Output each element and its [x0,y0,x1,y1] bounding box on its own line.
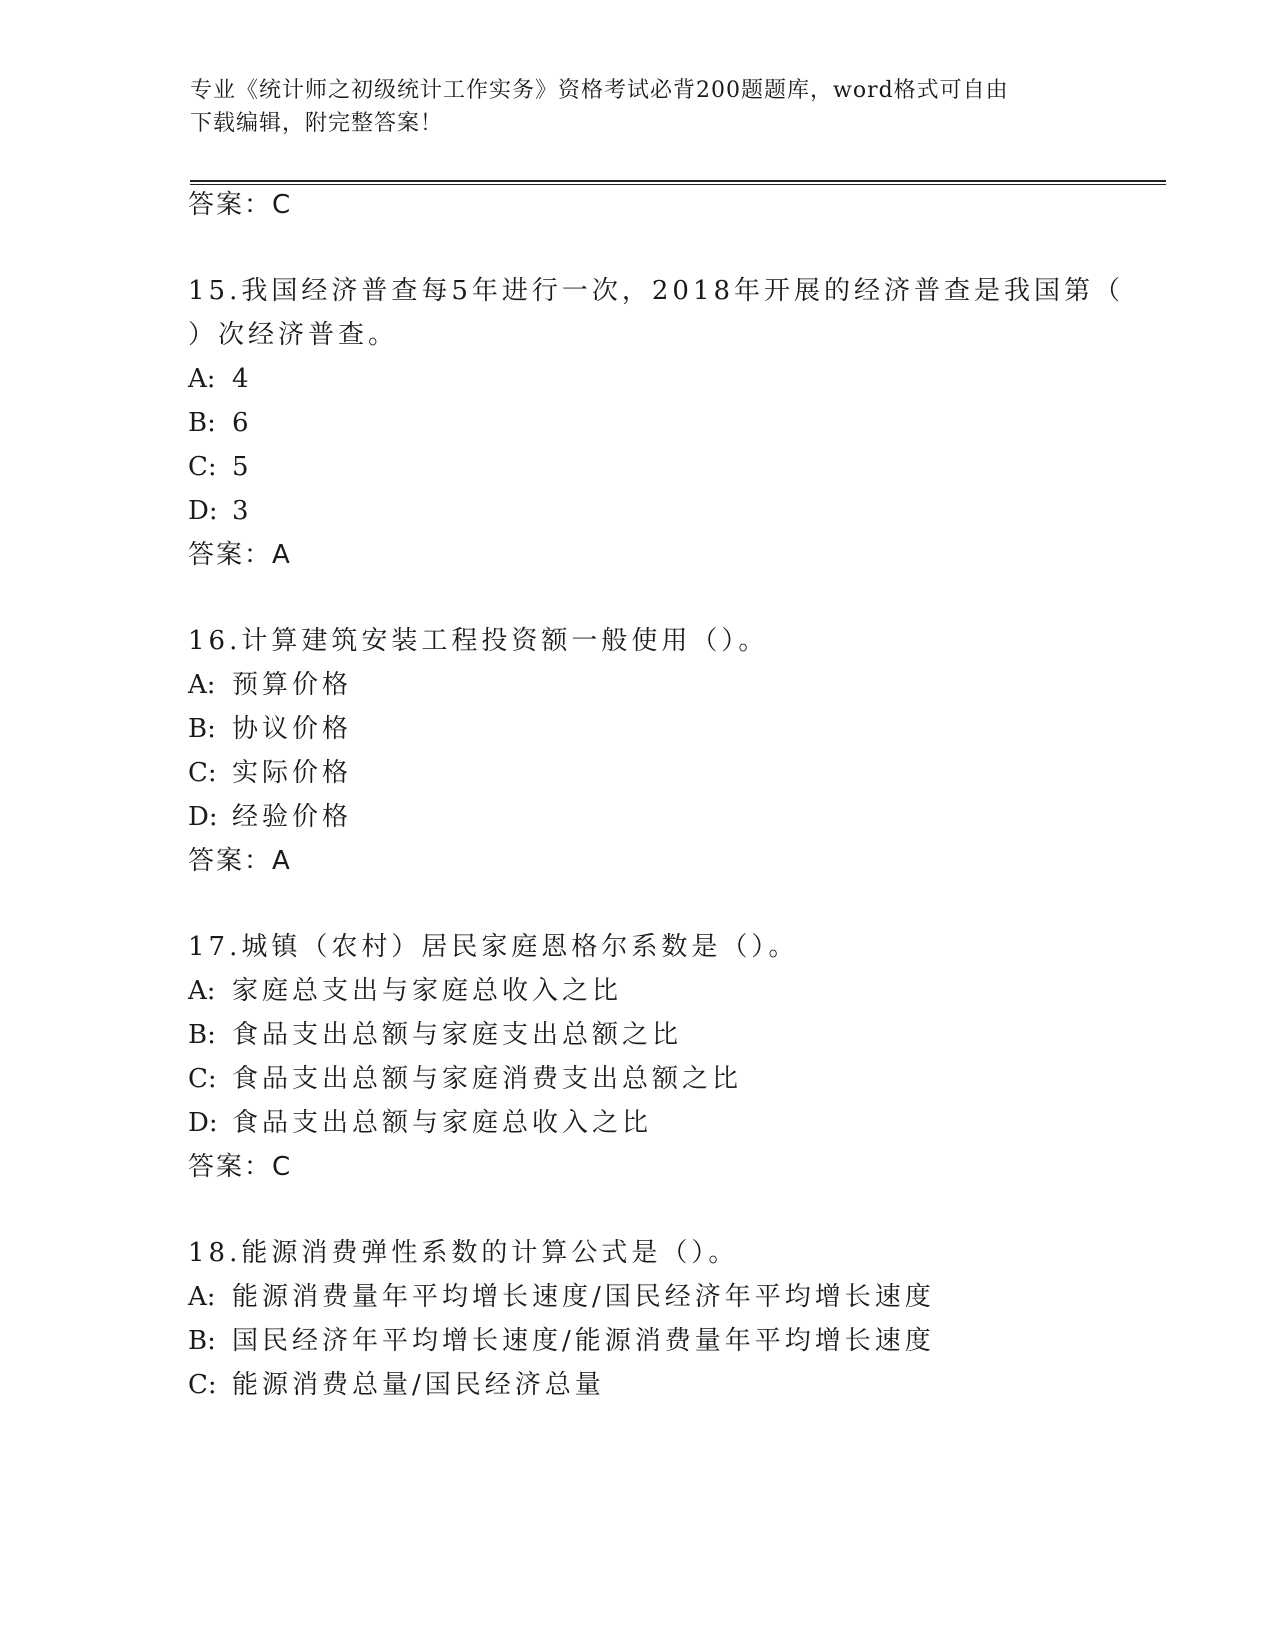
option-letter: D: [188,1108,218,1138]
option-text: 家庭总支出与家庭总收入之比 [232,976,623,1006]
option-text: 国民经济年平均增长速度/能源消费量年平均增长速度 [232,1326,935,1356]
question-15-option-a [188,362,253,396]
option-text: 食品支出总额与家庭总收入之比 [232,1108,653,1138]
header-line-2: 下载编辑，附完整答案！ [190,111,444,136]
question-16-answer: 答案：A [188,846,292,876]
option-text: 5 [232,452,253,482]
question-15-option-b [188,406,253,440]
question-18-stem: 18.能源消费弹性系数的计算公式是（）。 [188,1238,739,1268]
question-16-stem: 16.计算建筑安装工程投资额一般使用（）。 [188,626,769,656]
question-15-stem-cont: ）次经济普查。 [188,320,399,350]
option-letter: C: [188,758,217,788]
question-17-option-c [188,1062,742,1096]
option-letter: C: [188,452,217,482]
question-16-option-c [188,756,352,790]
question-15-option-d [188,494,253,528]
option-letter: B: [188,714,216,744]
option-letter: D: [188,496,218,526]
question-17-stem: 17.城镇（农村）居民家庭恩格尔系数是（）。 [188,932,799,962]
question-16-option-b [188,712,352,746]
option-letter: B: [188,408,216,438]
option-letter: B: [188,1020,216,1050]
question-15-answer: 答案：A [188,540,292,570]
option-text: 预算价格 [232,670,353,700]
question-17-option-b [188,1018,682,1052]
option-text: 能源消费总量/国民经济总量 [232,1370,605,1400]
header-rule-thick [190,180,1166,182]
option-letter: A: [188,976,216,1006]
header-line-1: 专业《统计师之初级统计工作实务》资格考试必背200题题库，word格式可自由 [190,78,1009,103]
previous-answer: 答案：C [188,190,293,220]
option-letter: B: [188,1326,216,1356]
option-text: 实际价格 [232,758,353,788]
option-text: 能源消费量年平均增长速度/国民经济年平均增长速度 [232,1282,935,1312]
question-15-option-c [188,450,253,484]
question-18-option-c [188,1368,605,1402]
option-letter: C: [188,1370,217,1400]
page-header [190,74,1090,140]
option-letter: A: [188,1282,216,1312]
option-letter: C: [188,1064,217,1094]
option-text: 经验价格 [232,802,353,832]
question-18-option-a [188,1280,935,1314]
option-letter: A: [188,364,216,394]
question-16-option-d [188,800,352,834]
question-17-answer: 答案：C [188,1152,293,1182]
question-17-option-a [188,974,622,1008]
option-text: 3 [232,496,253,526]
option-letter: A: [188,670,216,700]
option-text: 食品支出总额与家庭消费支出总额之比 [232,1064,743,1094]
header-rule-thin [190,184,1166,185]
option-text: 食品支出总额与家庭支出总额之比 [232,1020,683,1050]
question-15-stem: 15.我国经济普查每5年进行一次，2018年开展的经济普查是我国第（ [188,276,1125,306]
option-text: 6 [232,408,253,438]
question-18-option-b [188,1324,935,1358]
question-16-option-a [188,668,352,702]
question-17-option-d [188,1106,652,1140]
option-text: 协议价格 [232,714,353,744]
option-letter: D: [188,802,218,832]
option-text: 4 [232,364,253,394]
